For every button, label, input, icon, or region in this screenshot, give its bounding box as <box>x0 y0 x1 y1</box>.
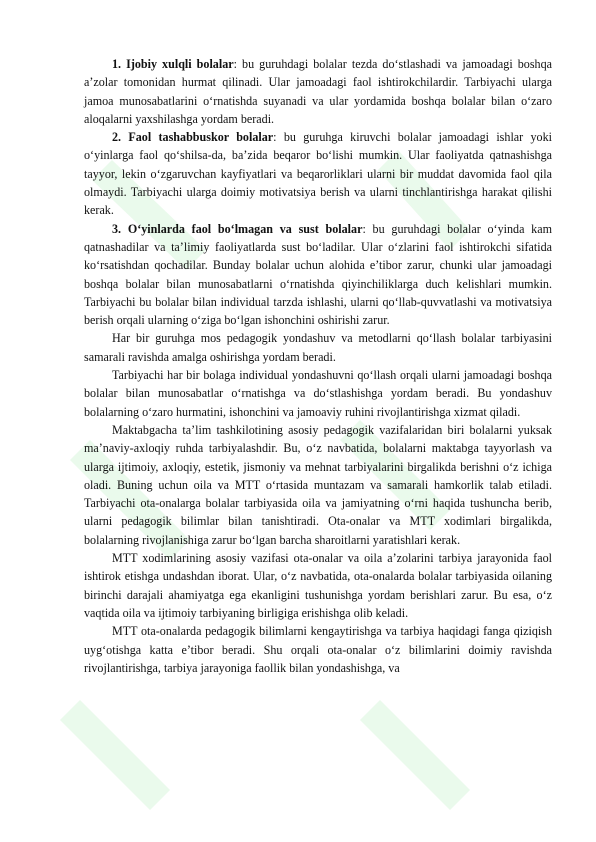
paragraph-lead: 2. Faol tashabbuskor bolalar <box>112 130 274 145</box>
paragraph-text: Maktabgacha ta’lim tashkilotining asosiy pedagogik vazifalaridan biri bolalarni yuksak ma’naviy-axloqiy ruhda tarbiyalashdir. Bu, o‘z navbatida, bolalarni maktabga tayyorlash va ularga ijtimoiy, axloqiy, estetik, jismoniy va mehnat tarbiyalarini birgalikda berishni o‘z ichiga oladi. Buning uchun oila va MTT o‘rtasida muntazam va samarali hamkorlik talab etiladi. Tarbiyachi ota-onalarga bolalar tarbiyasida oila va jamiyatning o‘rni haqida tushuncha berib, ularni pedagogik bilimlar bilan tanishtiradi. Ota-onalar va MTT xodimlari birgalikda, bolalarning rivojlanishiga zarur bo‘lgan barcha sharoitlarni yaratishlari kerak. <box>84 422 552 547</box>
paragraph-lead: 1. Ijobiy xulqli bolalar <box>112 57 234 71</box>
paragraph-text: : bu guruhga kiruvchi bolalar jamoadagi ishlar yoki o‘yinlarga faol qo‘shilsa-da, ba’zida beqaror bo‘lishi mumkin. Ular faoliyatda qatnashishga tayyor, lekin o‘zgaruvchan kayfiyatlari va beqarorliklari ularni bir muddat davomida faol qila olmaydi. Tarbiyachi ularga doimiy motivatsiya berish va ularni tinchlantirishga harakat qilishi kerak. <box>84 130 553 218</box>
paragraph-3 <box>84 220 552 330</box>
paragraph-text: : bu guruhdagi bolalar tezda do‘stlashadi va jamoadagi boshqa a’zolar tomonidan hurmat qilinadi. Ular jamoadagi faol ishtirokchilardir. Tarbiyachi ularga jamoa munosabatlarini o‘rnatishda suyanadi va ular yordamida boshqa bolalar bilan o‘zaro aloqalarni yaxshilashga yordam beradi. <box>84 57 552 126</box>
paragraph-text: Har bir guruhga mos pedagogik yondashuv va metodlarni qo‘llash bolalar tarbiyasini samarali ravishda amalga oshirishga yordam beradi. <box>84 331 552 364</box>
paragraph-8 <box>84 622 552 677</box>
paragraph-6 <box>84 421 552 549</box>
watermark-shape <box>60 700 170 810</box>
paragraph-1 <box>84 55 552 128</box>
paragraph-text: : bu guruhdagi bolalar o‘yinda kam qatnashadilar va ta’limiy faoliyatlarda sust bo‘ladilar. Ular o‘zlarini faol ishtirokchi sifatida ko‘rsatishdan qochadilar. Bunday bolalar uchun alohida e’tibor zarur, chunki ular jamoadagi boshqa bolalar bilan munosabatlarni o‘rnatishda qiyinchiliklarga duch kelishlari mumkin. Tarbiyachi bu bolalar bilan individual tarzda ishlashi, ularni qo‘llab-quvvatlashi va motivatsiya berish orqali ularning o‘ziga bo‘lgan ishonchini oshirishi zarur. <box>84 221 553 328</box>
paragraph-5 <box>84 366 552 421</box>
paragraph-text: Tarbiyachi har bir bolaga individual yondashuvni qo‘llash orqali ularni jamoadagi boshqa bolalar bilan munosabatlar o‘rnatishga va do‘stlashishga yordam beradi. Bu yondashuv bolalarning o‘zaro hurmatini, ishonchini va jamoaviy ruhini rivojlantirishga xizmat qiladi. <box>84 368 552 419</box>
paragraph-2 <box>84 128 552 219</box>
paragraph-text: MTT xodimlarining asosiy vazifasi ota-onalar va oila a’zolarini tarbiya jarayonida faol ishtirok etishga undashdan iborat. Ular, o‘z navbatida, ota-onalarda bolalar tarbiyasida oilaning birinchi darajali ahamiyatga ega ekanligini tushunishga yordam berishlari zarur. Bu esa, o‘z vaqtida oila va ijtimoiy tarbiyaning birligiga erishishga olib keladi. <box>84 551 552 620</box>
paragraph-7 <box>84 549 552 622</box>
paragraph-lead: 3. O‘yinlarda faol bo‘lmagan va sust bolalar <box>112 221 363 236</box>
watermark-shape <box>360 700 470 810</box>
paragraph-4 <box>84 329 552 366</box>
document-body <box>84 55 552 677</box>
paragraph-text: MTT ota-onalarda pedagogik bilimlarni kengaytirishga va tarbiya haqidagi fanga qiziqish uyg‘otishga katta e’tibor beradi. Shu orqali ota-onalar o‘z bilimlarini doimiy ravishda rivojlantirishga, tarbiya jarayoniga faollik bilan yondashishga, va <box>84 624 552 675</box>
